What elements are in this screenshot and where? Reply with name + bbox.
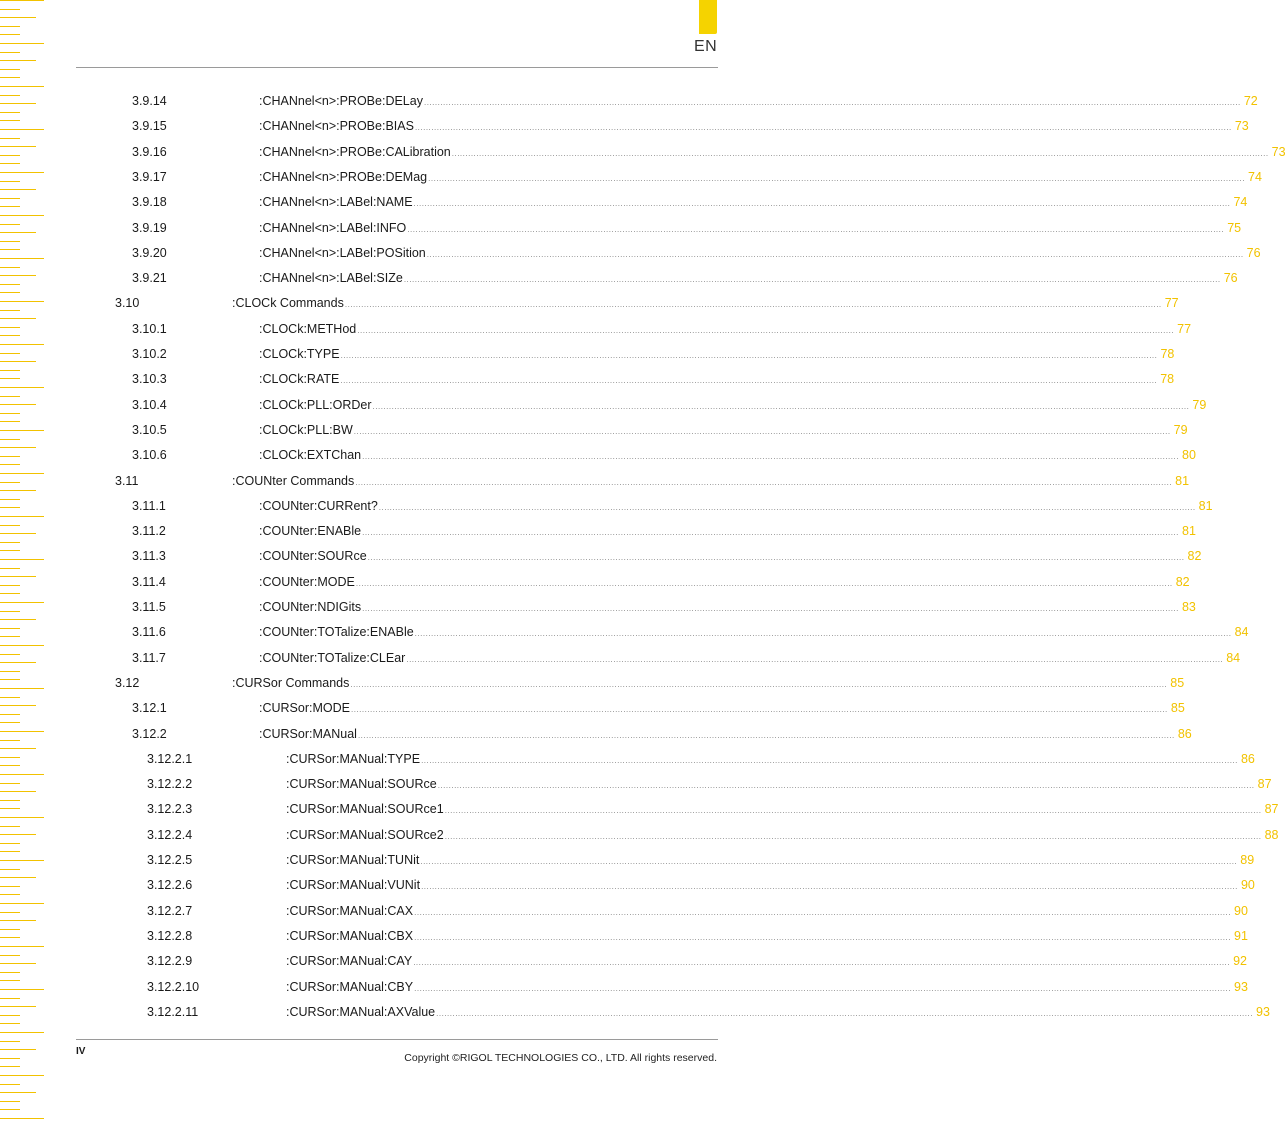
toc-leader-dots: ............................................................................................................................................................................................................................................................................................................: [414, 629, 1232, 638]
toc-entry[interactable]: [0, 873, 1255, 898]
toc-entry[interactable]: [0, 443, 1196, 468]
footer-copyright: Copyright ©RIGOL TECHNOLOGIES CO., LTD. All rights reserved.: [404, 1052, 717, 1064]
ruler-tick: [0, 1092, 36, 1093]
toc-entry[interactable]: [0, 241, 1261, 266]
toc-entry-line: [232, 291, 1179, 317]
toc-entry[interactable]: [0, 747, 1255, 772]
toc-page-link[interactable]: 77: [1164, 296, 1179, 310]
toc-entry[interactable]: [0, 494, 1213, 519]
toc-section-number: 3.11.1: [132, 499, 166, 513]
toc-section-number: 3.12.2.1: [147, 752, 193, 766]
toc-entry-title[interactable]: :CURSor:MANual:TYPE: [286, 752, 421, 766]
toc-section-number: 3.12.1: [132, 701, 167, 715]
toc-entry-title[interactable]: :CURSor:MANual:CBY: [286, 980, 414, 994]
toc-section-number: 3.12.2.8: [147, 929, 193, 943]
toc-leader-dots: ............................................................................................................................................................................................................................................................................................................: [420, 857, 1238, 866]
toc-entry[interactable]: [0, 190, 1248, 215]
toc-page-link[interactable]: 79: [1192, 398, 1207, 412]
toc-section-number: 3.12.2.10: [147, 980, 200, 994]
toc-entry-line: [286, 899, 1248, 925]
toc-entry[interactable]: [0, 1000, 1270, 1025]
toc-entry[interactable]: [0, 671, 1185, 696]
toc-leader-dots: ............................................................................................................................................................................................................................................................................................................: [367, 553, 1185, 562]
toc-leader-dots: ............................................................................................................................................................................................................................................................................................................: [444, 832, 1262, 841]
toc-entry[interactable]: [0, 140, 1286, 165]
toc-page-link[interactable]: 74: [1233, 195, 1248, 209]
toc-entry-title[interactable]: :CHANnel<n>:LABel:POSition: [259, 246, 426, 260]
toc-page-link[interactable]: 75: [1227, 221, 1242, 235]
toc-entry-line: [259, 519, 1196, 545]
toc-leader-dots: ............................................................................................................................................................................................................................................................................................................: [407, 225, 1225, 234]
toc-section-number: 3.9.21: [132, 271, 167, 285]
toc-entry-title[interactable]: :COUNter:SOURce: [259, 549, 367, 563]
toc-section-number: 3.9.20: [132, 246, 167, 260]
toc-page-link[interactable]: 84: [1226, 651, 1241, 665]
toc-entry-line: [286, 949, 1247, 975]
toc-entry-title[interactable]: :CHANnel<n>:LABel:INFO: [259, 221, 407, 235]
toc-entry[interactable]: [0, 570, 1190, 595]
toc-entry-title[interactable]: :COUNter:TOTalize:CLEar: [259, 651, 406, 665]
ruler-tick: [0, 60, 36, 61]
toc-leader-dots: ............................................................................................................................................................................................................................................................................................................: [372, 402, 1190, 411]
toc-entry-line: [286, 873, 1255, 899]
toc-leader-dots: ............................................................................................................................................................................................................................................................................................................: [423, 98, 1241, 107]
ruler-tick: [0, 34, 20, 35]
toc-section-number: 3.9.14: [132, 94, 167, 108]
toc-leader-dots: ............................................................................................................................................................................................................................................................................................................: [413, 199, 1231, 208]
toc-leader-dots: ............................................................................................................................................................................................................................................................................................................: [414, 123, 1232, 132]
toc-entry-line: [259, 241, 1261, 267]
toc-section-number: 3.11.7: [132, 651, 166, 665]
toc-entry[interactable]: [0, 620, 1249, 645]
footer-divider: [76, 1039, 718, 1040]
toc-entry[interactable]: [0, 772, 1272, 797]
toc-page-link[interactable]: 82: [1175, 575, 1190, 589]
toc-page-link[interactable]: 85: [1170, 676, 1185, 690]
toc-leader-dots: ............................................................................................................................................................................................................................................................................................................: [437, 781, 1255, 790]
toc-entry[interactable]: [0, 367, 1175, 392]
toc-entry-line: [232, 469, 1190, 495]
toc-section-number: 3.10.4: [132, 398, 167, 412]
toc-entry-title[interactable]: :CLOCk:PLL:BW: [259, 423, 353, 437]
toc-section-number: 3.11.5: [132, 600, 166, 614]
toc-entry-line: [286, 1000, 1270, 1026]
toc-entry-line: [286, 975, 1248, 1001]
ruler-tick: [0, 1101, 20, 1102]
ruler-tick: [0, 1058, 20, 1059]
toc-section-number: 3.12.2.3: [147, 802, 193, 816]
toc-page-link[interactable]: 76: [1223, 271, 1238, 285]
toc-entry-line: [286, 823, 1279, 849]
toc-entry-title[interactable]: :CLOCk Commands: [232, 296, 344, 310]
ruler-tick: [0, 0, 44, 1]
toc-entry[interactable]: [0, 317, 1192, 342]
toc-page-link[interactable]: 73: [1234, 119, 1249, 133]
toc-entry-title[interactable]: :CLOCk:METHod: [259, 322, 357, 336]
toc-entry-title[interactable]: :CLOCk:EXTChan: [259, 448, 362, 462]
toc-entry-line: [259, 89, 1258, 115]
toc-entry-title[interactable]: :CURSor:MANual:SOURce2: [286, 828, 444, 842]
toc-entry-line: [259, 114, 1249, 140]
toc-entry-line: [286, 772, 1272, 798]
toc-section-number: 3.10.2: [132, 347, 167, 361]
toc-entry-line: [259, 646, 1241, 672]
toc-page-link[interactable]: 87: [1257, 777, 1272, 791]
toc-page-link[interactable]: 79: [1173, 423, 1188, 437]
toc-page-link[interactable]: 81: [1198, 499, 1213, 513]
toc-leader-dots: ............................................................................................................................................................................................................................................................................................................: [344, 300, 1162, 309]
toc-page-link[interactable]: 90: [1240, 878, 1255, 892]
toc-page-link[interactable]: 92: [1233, 954, 1247, 968]
toc-section-number: 3.12.2.7: [147, 904, 193, 918]
toc-entry-title[interactable]: :CHANnel<n>:LABel:NAME: [259, 195, 413, 209]
toc-page-link[interactable]: 77: [1177, 322, 1192, 336]
toc-page-link[interactable]: 83: [1181, 600, 1196, 614]
toc-entry-line: [232, 671, 1185, 697]
toc-entry[interactable]: [0, 393, 1207, 418]
toc-entry-title[interactable]: :CURSor:MANual:CAX: [286, 904, 414, 918]
toc-entry[interactable]: [0, 722, 1192, 747]
toc-entry-title[interactable]: :CURSor:MANual:CBX: [286, 929, 414, 943]
toc-entry-title[interactable]: :COUNter:MODE: [259, 575, 355, 589]
toc-entry[interactable]: [0, 266, 1238, 291]
ruler-tick: [0, 52, 20, 53]
toc-leader-dots: ............................................................................................................................................................................................................................................................................................................: [350, 680, 1168, 689]
toc-entry-line: [286, 797, 1279, 823]
ruler-tick: [0, 1118, 44, 1119]
toc-entry[interactable]: [0, 949, 1247, 974]
toc-entry-title[interactable]: :COUNter:TOTalize:ENABle: [259, 625, 414, 639]
toc-leader-dots: ............................................................................................................................................................................................................................................................................................................: [340, 376, 1158, 385]
toc-leader-dots: ............................................................................................................................................................................................................................................................................................................: [353, 427, 1171, 436]
toc-page-link[interactable]: 88: [1264, 828, 1279, 842]
toc-section-number: 3.11.4: [132, 575, 166, 589]
toc-page-link[interactable]: 87: [1264, 802, 1279, 816]
toc-section-number: 3.9.19: [132, 221, 167, 235]
ruler-tick: [0, 1109, 20, 1110]
toc-entry-title[interactable]: :CHANnel<n>:PROBe:CALibration: [259, 145, 451, 159]
toc-entry[interactable]: [0, 823, 1279, 848]
toc-leader-dots: ............................................................................................................................................................................................................................................................................................................: [414, 908, 1231, 917]
toc-page-link[interactable]: 78: [1160, 372, 1175, 386]
toc-section-number: 3.12.2.5: [147, 853, 193, 867]
toc-entry-line: [259, 140, 1286, 166]
toc-entry-title[interactable]: :CURSor:MANual:SOURce1: [286, 802, 444, 816]
toc-entry[interactable]: [0, 595, 1196, 620]
toc-entry-line: [259, 494, 1213, 520]
toc-leader-dots: ............................................................................................................................................................................................................................................................................................................: [444, 806, 1262, 815]
toc-entry-line: [259, 317, 1192, 343]
toc-entry[interactable]: [0, 89, 1258, 114]
toc-leader-dots: ............................................................................................................................................................................................................................................................................................................: [414, 984, 1231, 993]
toc-section-number: 3.10: [115, 296, 140, 310]
toc-entry[interactable]: [0, 114, 1249, 139]
toc-entry-title[interactable]: :CHANnel<n>:PROBe:DELay: [259, 94, 423, 108]
toc-section-number: 3.12.2.11: [147, 1005, 199, 1019]
toc-entry-title[interactable]: :CHANnel<n>:LABel:SIZe: [259, 271, 403, 285]
toc-entry-title[interactable]: :CHANnel<n>:PROBe:BIAS: [259, 119, 414, 133]
toc-entry-title[interactable]: :COUNter:ENABle: [259, 524, 362, 538]
toc-page-link[interactable]: 93: [1256, 1005, 1270, 1019]
toc-entry[interactable]: [0, 848, 1255, 873]
toc-page-link[interactable]: 89: [1240, 853, 1255, 867]
ruler-tick: [0, 17, 36, 18]
toc-entry-line: [259, 595, 1196, 621]
toc-entry-line: [259, 722, 1192, 748]
toc-page-link[interactable]: 78: [1160, 347, 1175, 361]
toc-page-link[interactable]: 81: [1175, 474, 1190, 488]
toc-entry-line: [259, 266, 1238, 292]
toc-page-link[interactable]: 73: [1271, 145, 1286, 159]
toc-leader-dots: ............................................................................................................................................................................................................................................................................................................: [350, 705, 1168, 714]
toc-entry-line: [259, 165, 1262, 191]
toc-section-number: 3.9.18: [132, 195, 167, 209]
toc-section-number: 3.11.2: [132, 524, 166, 538]
toc-section-number: 3.9.16: [132, 145, 167, 159]
toc-entry[interactable]: [0, 165, 1262, 190]
toc-section-number: 3.11.3: [132, 549, 166, 563]
toc-leader-dots: ............................................................................................................................................................................................................................................................................................................: [436, 1009, 1253, 1018]
toc-entry-line: [259, 342, 1175, 368]
toc-entry-line: [259, 544, 1202, 570]
toc-section-number: 3.9.15: [132, 119, 167, 133]
toc-entry-title[interactable]: :CLOCk:PLL:ORDer: [259, 398, 372, 412]
toc-leader-dots: ............................................................................................................................................................................................................................................................................................................: [362, 452, 1179, 461]
toc-page-link[interactable]: 86: [1240, 752, 1255, 766]
toc-leader-dots: ............................................................................................................................................................................................................................................................................................................: [403, 275, 1221, 284]
toc-leader-dots: ............................................................................................................................................................................................................................................................................................................: [451, 149, 1269, 158]
toc-section-number: 3.10.6: [132, 448, 167, 462]
toc-entry[interactable]: [0, 342, 1175, 367]
toc-entry-line: [286, 747, 1255, 773]
toc-entry-title[interactable]: :CURSor:MANual:CAY: [286, 954, 413, 968]
toc-leader-dots: ............................................................................................................................................................................................................................................................................................................: [421, 756, 1238, 765]
toc-page-link[interactable]: 74: [1248, 170, 1262, 184]
toc-leader-dots: ............................................................................................................................................................................................................................................................................................................: [378, 503, 1196, 512]
ruler-tick: [0, 1041, 20, 1042]
toc-section-number: 3.12.2.6: [147, 878, 193, 892]
toc-section-number: 3.9.17: [132, 170, 167, 184]
toc-page-link[interactable]: 93: [1234, 980, 1248, 994]
toc-entry-line: [259, 393, 1207, 419]
toc-entry-title[interactable]: :CURSor:MANual:TUNit: [286, 853, 420, 867]
toc-page-link[interactable]: 86: [1177, 727, 1192, 741]
ruler-tick: [0, 77, 20, 78]
toc-page-link[interactable]: 76: [1246, 246, 1261, 260]
language-tab-marker: [699, 0, 717, 34]
language-label: EN: [694, 38, 718, 55]
toc-leader-dots: ............................................................................................................................................................................................................................................................................................................: [362, 604, 1179, 613]
ruler-tick: [0, 26, 20, 27]
toc-entry-line: [259, 570, 1190, 596]
toc-leader-dots: ............................................................................................................................................................................................................................................................................................................: [355, 478, 1173, 487]
toc-entry[interactable]: [0, 924, 1248, 949]
header-divider: [76, 67, 718, 68]
toc-entry-title[interactable]: :CLOCk:TYPE: [259, 347, 340, 361]
toc-entry-title[interactable]: :COUNter:NDIGits: [259, 600, 362, 614]
toc-entry[interactable]: [0, 519, 1196, 544]
toc-entry-title[interactable]: :CHANnel<n>:PROBe:DEMag: [259, 170, 428, 184]
ruler-tick: [0, 1075, 44, 1076]
toc-page-link[interactable]: 80: [1182, 448, 1196, 462]
toc-leader-dots: ............................................................................................................................................................................................................................................................................................................: [426, 250, 1244, 259]
toc-entry-line: [286, 924, 1248, 950]
toc-entry[interactable]: [0, 418, 1188, 443]
toc-leader-dots: ............................................................................................................................................................................................................................................................................................................: [362, 528, 1179, 537]
toc-leader-dots: ............................................................................................................................................................................................................................................................................................................: [340, 351, 1158, 360]
toc-entry-title[interactable]: :COUNter:CURRent?: [259, 499, 378, 513]
ruler-tick: [0, 69, 20, 70]
toc-leader-dots: ............................................................................................................................................................................................................................................................................................................: [406, 655, 1224, 664]
toc-entry-line: [259, 620, 1249, 646]
toc-entry[interactable]: [0, 797, 1279, 822]
toc-leader-dots: ............................................................................................................................................................................................................................................................................................................: [421, 882, 1238, 891]
toc-entry[interactable]: [0, 646, 1241, 671]
ruler-tick: [0, 9, 20, 10]
toc-entry[interactable]: [0, 696, 1185, 721]
toc-section-number: 3.10.3: [132, 372, 167, 386]
ruler-tick: [0, 1032, 44, 1033]
toc-section-number: 3.10.1: [132, 322, 167, 336]
toc-section-number: 3.10.5: [132, 423, 167, 437]
ruler-tick: [0, 86, 44, 87]
toc-entry[interactable]: [0, 975, 1248, 1000]
toc-leader-dots: ............................................................................................................................................................................................................................................................................................................: [357, 731, 1175, 740]
toc-entry[interactable]: [0, 899, 1248, 924]
toc-page-link[interactable]: 85: [1170, 701, 1185, 715]
toc-section-number: 3.11: [115, 474, 139, 488]
toc-entry-title[interactable]: :CURSor:MANual: [259, 727, 357, 741]
toc-entry-title[interactable]: :CURSor Commands: [232, 676, 350, 690]
toc-leader-dots: ............................................................................................................................................................................................................................................................................................................: [413, 958, 1230, 967]
toc-entry-title[interactable]: :CLOCk:RATE: [259, 372, 340, 386]
toc-entry-title[interactable]: :CURSor:MANual:SOURce: [286, 777, 437, 791]
toc-entry[interactable]: [0, 216, 1242, 241]
toc-leader-dots: ............................................................................................................................................................................................................................................................................................................: [357, 326, 1175, 335]
toc-entry-title[interactable]: :CURSor:MANual:AXValue: [286, 1005, 436, 1019]
toc-entry-line: [259, 216, 1242, 242]
toc-page-link[interactable]: 91: [1234, 929, 1248, 943]
toc-entry-title[interactable]: :CURSor:MANual:VUNit: [286, 878, 421, 892]
ruler-tick: [0, 1066, 20, 1067]
toc-section-number: 3.12: [115, 676, 140, 690]
toc-leader-dots: ............................................................................................................................................................................................................................................................................................................: [414, 933, 1231, 942]
toc-entry[interactable]: [0, 469, 1190, 494]
toc-page-link[interactable]: 84: [1234, 625, 1249, 639]
toc-entry[interactable]: [0, 291, 1179, 316]
toc-entry-line: [259, 367, 1175, 393]
toc-leader-dots: ............................................................................................................................................................................................................................................................................................................: [355, 579, 1173, 588]
toc-entry[interactable]: [0, 544, 1202, 569]
toc-page-link[interactable]: 90: [1234, 904, 1248, 918]
toc-entry-title[interactable]: :CURSor:MODE: [259, 701, 350, 715]
ruler-tick: [0, 1084, 20, 1085]
toc-page-link[interactable]: 81: [1182, 524, 1196, 538]
toc-entry-title[interactable]: :COUNter Commands: [232, 474, 355, 488]
toc-section-number: 3.11.6: [132, 625, 166, 639]
footer-page-number: IV: [76, 1046, 86, 1057]
toc-entry-line: [259, 696, 1185, 722]
toc-section-number: 3.12.2.9: [147, 954, 193, 968]
toc-section-number: 3.12.2: [132, 727, 167, 741]
toc-page-link[interactable]: 82: [1187, 549, 1202, 563]
ruler-tick: [0, 43, 44, 44]
toc-page-link[interactable]: 72: [1243, 94, 1258, 108]
toc-section-number: 3.12.2.4: [147, 828, 193, 842]
toc-entry-line: [259, 443, 1196, 469]
toc-entry-line: [259, 190, 1248, 216]
toc-section-number: 3.12.2.2: [147, 777, 193, 791]
toc-entry-line: [286, 848, 1255, 874]
toc-leader-dots: ............................................................................................................................................................................................................................................................................................................: [428, 174, 1245, 183]
toc-entry-line: [259, 418, 1188, 444]
ruler-tick: [0, 1049, 36, 1050]
